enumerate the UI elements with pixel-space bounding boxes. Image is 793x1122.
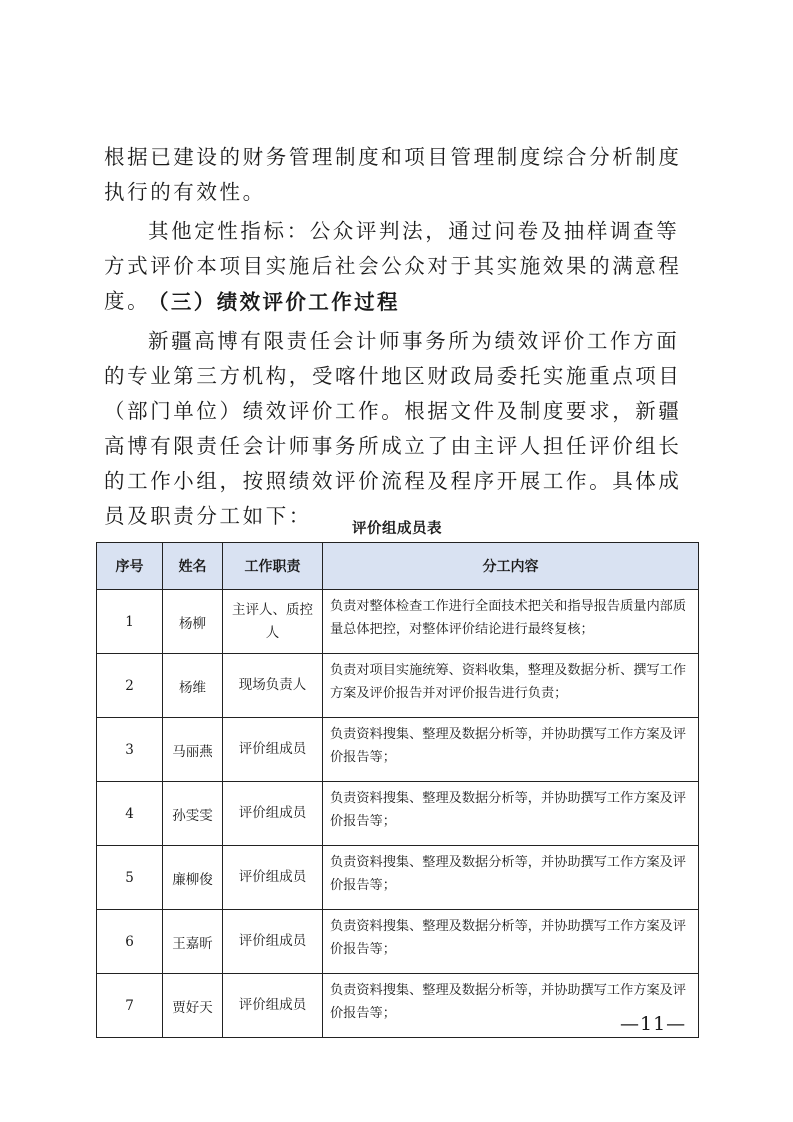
cell-name: 贾好天 <box>163 974 223 1038</box>
cell-content: 负责对项目实施统筹、资料收集，整理及数据分析、撰写工作方案及评价报告并对评价报告进行负责； <box>323 654 699 718</box>
cell-name: 孙雯雯 <box>163 782 223 846</box>
cell-no: 5 <box>97 846 163 910</box>
table-row <box>97 846 699 910</box>
cell-content: 负责对整体检查工作进行全面技术把关和指导报告质量内部质量总体把控，对整体评价结论进行最终复核； <box>323 590 699 654</box>
table-title: 评价组成员表 <box>352 521 442 537</box>
table-header-row <box>97 543 699 590</box>
header-no: 序号 <box>97 543 163 590</box>
cell-content: 负责资料搜集、整理及数据分析等，并协助撰写工作方案及评价报告等； <box>323 974 699 1038</box>
member-table <box>96 542 699 1038</box>
cell-role: 现场负责人 <box>223 654 323 718</box>
cell-name: 杨维 <box>163 654 223 718</box>
cell-role: 评价组成员 <box>223 846 323 910</box>
cell-name: 王嘉昕 <box>163 910 223 974</box>
cell-no: 2 <box>97 654 163 718</box>
cell-content: 负责资料搜集、整理及数据分析等，并协助撰写工作方案及评价报告等； <box>323 782 699 846</box>
cell-no: 6 <box>97 910 163 974</box>
page-number: —11— <box>620 1013 687 1035</box>
cell-no: 7 <box>97 974 163 1038</box>
paragraph-1: 根据已建设的财务管理制度和项目管理制度综合分析制度执行的有效性。 <box>104 145 682 204</box>
cell-role: 评价组成员 <box>223 718 323 782</box>
paragraph-3: 新疆高博有限责任会计师事务所为绩效评价工作方面的专业第三方机构，受喀什地区财政局委托实施重点项目（部门单位）绩效评价工作。根据文件及制度要求，新疆高博有限责任会计师事务所成立了由主评人担任评价组长的工作小组，按照绩效评价流程及程序开展工作。具体成员及职责分工如下： <box>104 329 682 528</box>
table-row <box>97 910 699 974</box>
header-role: 工作职责 <box>223 543 323 590</box>
cell-no: 4 <box>97 782 163 846</box>
cell-name: 马丽燕 <box>163 718 223 782</box>
section-heading: （三）绩效评价工作过程 <box>148 290 400 314</box>
cell-no: 3 <box>97 718 163 782</box>
table-row <box>97 718 699 782</box>
table-row <box>97 590 699 654</box>
header-name: 姓名 <box>163 543 223 590</box>
cell-name: 廉柳俊 <box>163 846 223 910</box>
cell-role: 评价组成员 <box>223 782 323 846</box>
table-row <box>97 654 699 718</box>
cell-role: 评价组成员 <box>223 974 323 1038</box>
cell-name: 杨柳 <box>163 590 223 654</box>
cell-no: 1 <box>97 590 163 654</box>
paragraph-2: 其他定性指标：公众评判法，通过问卷及抽样调查等方式评价本项目实施后社会公众对于其实施效果的满意程度。 <box>104 219 682 313</box>
cell-role: 评价组成员 <box>223 910 323 974</box>
cell-content: 负责资料搜集、整理及数据分析等，并协助撰写工作方案及评价报告等； <box>323 846 699 910</box>
cell-role: 主评人、质控人 <box>223 590 323 654</box>
table-row <box>97 974 699 1038</box>
header-content: 分工内容 <box>323 543 699 590</box>
table-row <box>97 782 699 846</box>
cell-content: 负责资料搜集、整理及数据分析等，并协助撰写工作方案及评价报告等； <box>323 910 699 974</box>
cell-content: 负责资料搜集、整理及数据分析等，并协助撰写工作方案及评价报告等； <box>323 718 699 782</box>
